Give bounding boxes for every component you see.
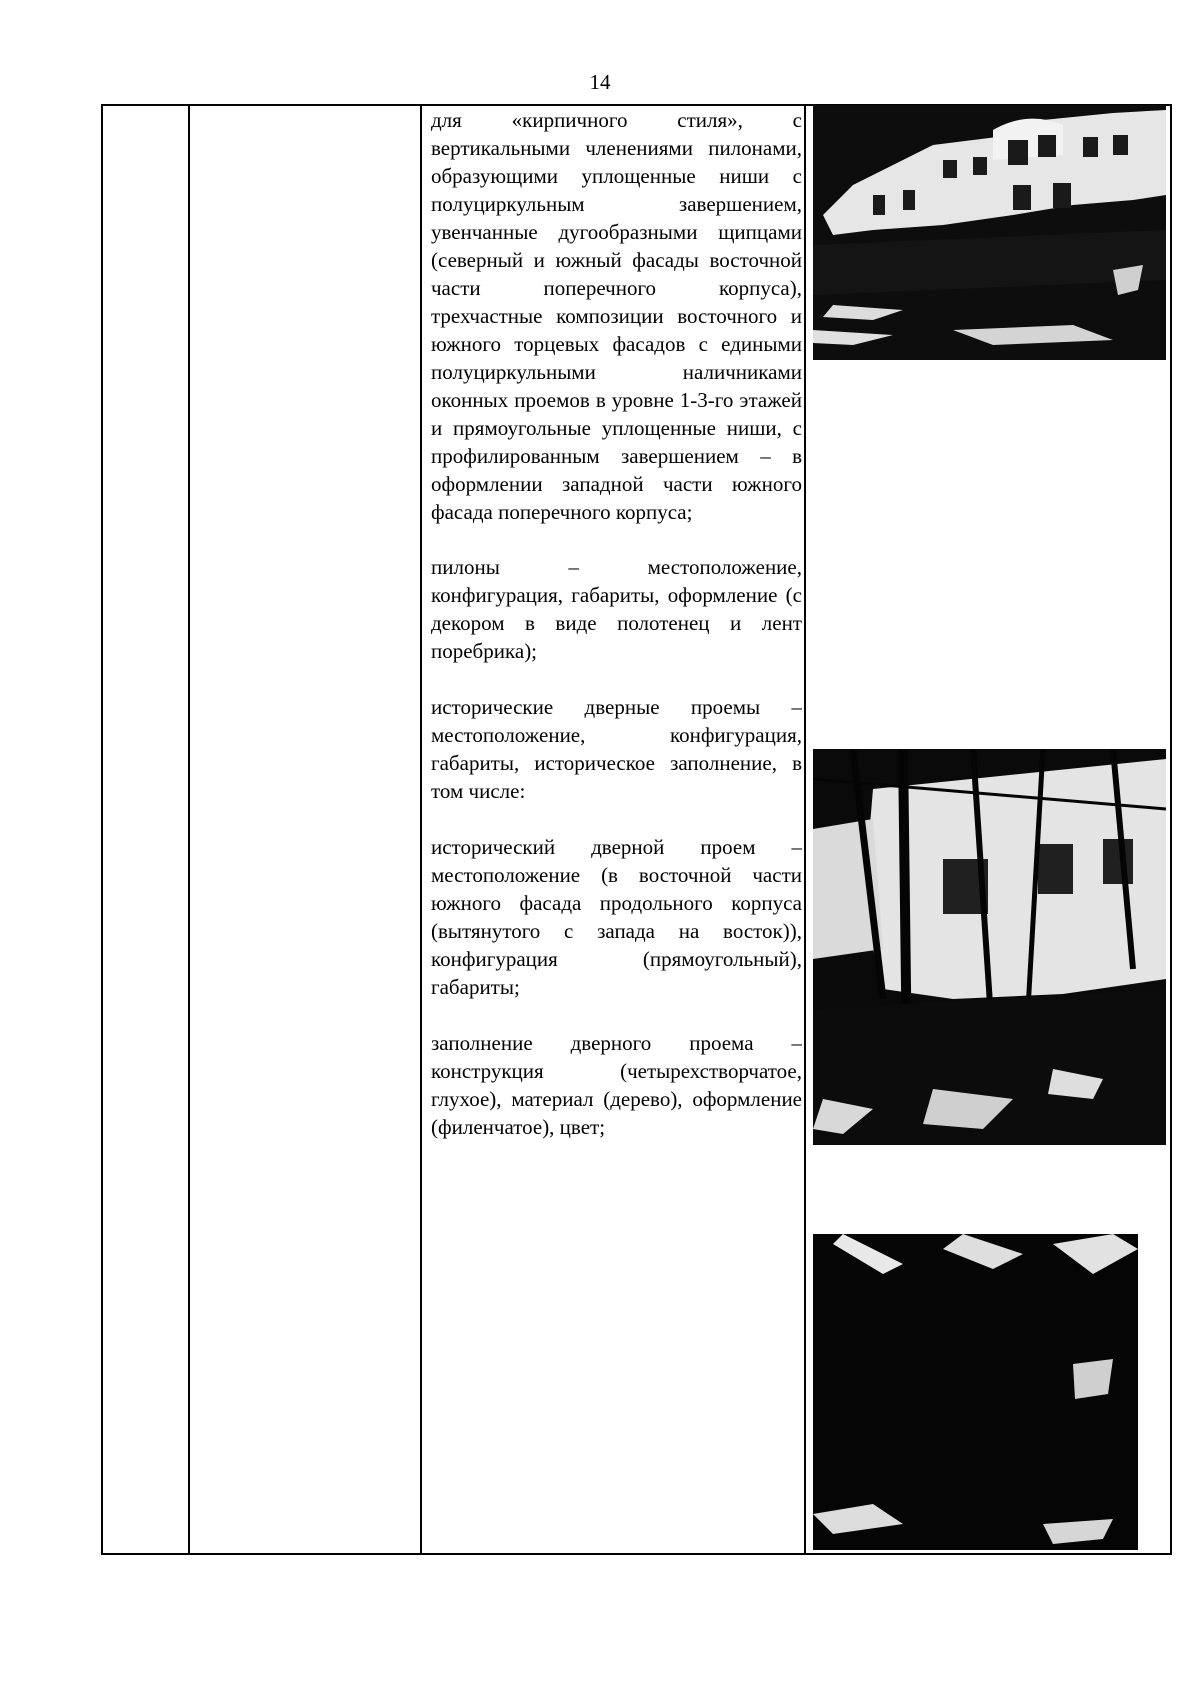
paragraph-pylons: пилоны – местоположение, конфигурация, габариты, оформление (с декором в виде полотенец и лент поребрика); <box>431 555 802 663</box>
description-cell <box>431 106 802 1169</box>
page-number: 14 <box>589 70 611 94</box>
column-divider <box>804 106 806 1553</box>
paragraph-historic-door: исторический дверной проем – местоположение (в восточной части южного фасада продольного корпуса (вытянутого с запада на восток)), конфигурация (прямоугольный), габариты; <box>431 835 802 999</box>
photo-facade-brick-style <box>813 105 1166 360</box>
column-divider <box>188 106 190 1553</box>
column-divider <box>420 106 422 1553</box>
photo-historic-door <box>813 1234 1138 1550</box>
paragraph-door-openings: исторические дверные проемы – местоположение, конфигурация, габариты, историческое заполнение, в том числе: <box>431 695 802 803</box>
document-table <box>101 104 1172 1555</box>
photo-pylons-facade <box>813 749 1166 1145</box>
paragraph-door-filling: заполнение дверного проема – конструкция (четырехстворчатое, глухое), материал (дерево), оформление (филенчатое), цвет; <box>431 1031 802 1139</box>
paragraph-brick-style: для «кирпичного стиля», с вертикальными членениями пилонами, образующими уплощенные ниши с полуциркульным завершением, увенчанные дугообразными щипцами (северный и южный фасады восточной части поперечного корпуса), трехчастные композиции восточного и южного торцевых фасадов с едиными полуциркульными наличниками оконных проемов в уровне 1-3-го этажей и прямоугольные уплощенные ниши, с профилированным завершением – в оформлении западной части южного фасада поперечного корпуса; <box>431 108 802 524</box>
